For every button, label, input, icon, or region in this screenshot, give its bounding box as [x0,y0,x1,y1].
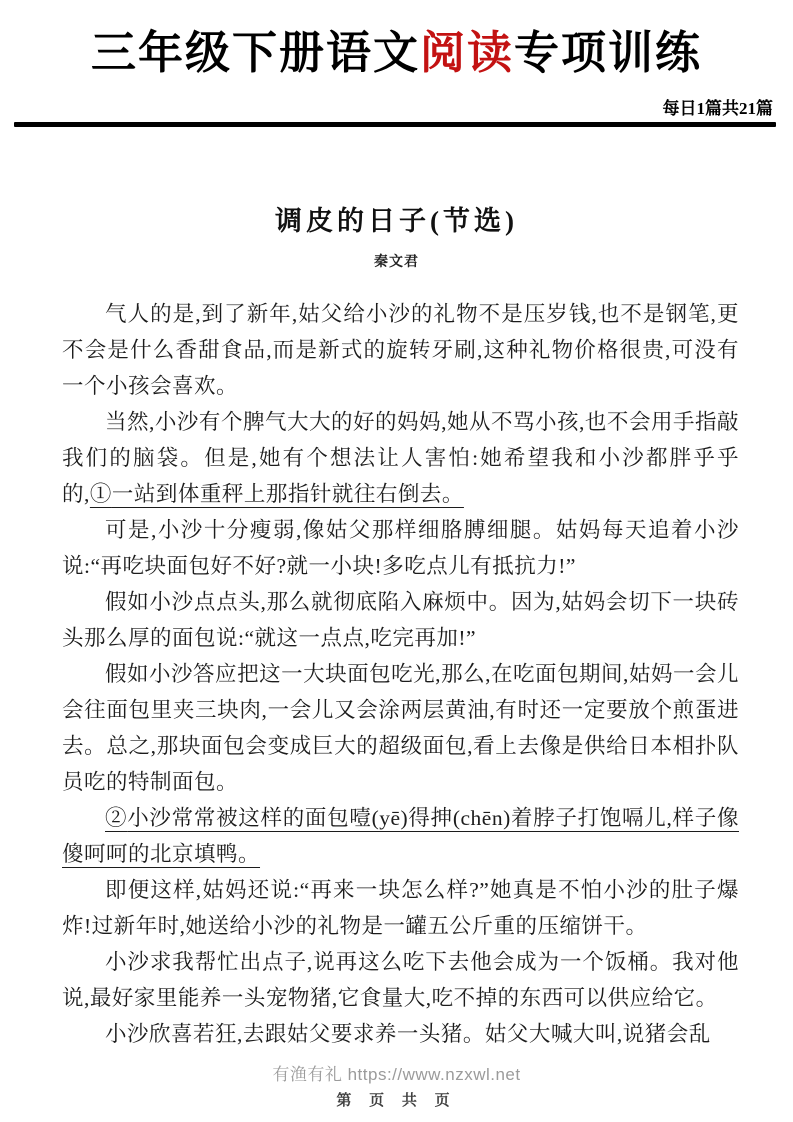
underlined-sentence-2 [62,806,739,866]
article [0,199,793,1052]
paragraph-text: 气人的是,到了新年,姑父给小沙的礼物不是压岁钱,也不是钢笔,更不会是什么香甜食品,而是新式的旋转牙刷,这种礼物价格很贵,可没有一个小孩会喜欢。 [62,302,739,398]
paragraph [62,584,739,656]
paragraph-text: 假如小沙答应把这一大块面包吃光,那么,在吃面包期间,姑妈一会儿会往面包里夹三块肉,一会儿又会涂两层黄油,有时还一定要放个煎蛋进去。总之,那块面包会变成巨大的超级面包,看上去像是供给日本相扑队员吃的特制面包。 [62,662,739,794]
circled-number-marker: ② [105,806,128,830]
article-author: 秦文君 [374,255,419,270]
paragraph-underlined-text: 小沙常常被这样的面包噎(yē)得抻(chēn)着脖子打饱嗝儿,样子像傻呵呵的北京填鸭。 [62,806,739,866]
paragraph [62,296,739,404]
paragraph [62,872,739,944]
article-title: 调皮的日子(节选) [275,206,518,236]
paragraph-text: 可是,小沙十分瘦弱,像姑父那样细胳膊细腿。姑妈每天追着小沙说:“再吃块面包好不好?就一小块!多吃点儿有抵抗力!” [62,518,739,578]
paragraph [62,404,739,512]
paragraph-text: 假如小沙点点头,那么就彻底陷入麻烦中。因为,姑妈会切下一块砖头那么厚的面包说:“就这一点点,吃完再加!” [62,590,739,650]
paragraph [62,1016,739,1052]
page-title-part-2: 专项训练 [514,27,703,78]
page-title-part-1: 三年级下册语文 [90,27,420,78]
paragraph-text: 小沙求我帮忙出点子,说再这么吃下去他会成为一个饭桶。我对他说,最好家里能养一头宠物猪,它食量大,吃不掉的东西可以供应给它。 [62,950,739,1010]
page-header [0,0,793,127]
paragraph [62,656,739,800]
footer-page-info: 第 页 共 页 [336,1093,457,1109]
header-subtitle: 每日1篇共21篇 [662,99,773,118]
paragraph-text: 当然,小沙有个脾气大大的好的妈妈,她从不骂小孩,也不会用手指敲我们的脑袋。但是,她有个想法让人害怕:她希望我和小沙都胖乎乎的, [62,410,739,506]
paragraph [62,512,739,584]
page-title-accent: 阅读 [419,27,514,78]
paragraph-text: 小沙欣喜若狂,去跟姑父要求养一头猪。姑父大喊大叫,说猪会乱 [105,1022,711,1046]
paragraph-text: 即便这样,姑妈还说:“再来一块怎么样?”她真是不怕小沙的肚子爆炸!过新年时,她送给小沙的礼物是一罐五公斤重的压缩饼干。 [62,878,739,938]
footer-site-url: 有渔有礼 https://www.nzxwl.net [272,1065,521,1084]
underlined-sentence-1 [90,482,464,506]
page-footer [0,1060,793,1110]
paragraph-underlined-text: 一站到体重秤上那指针就往右倒去。 [111,482,464,506]
paragraph [62,800,739,872]
header-divider [14,122,776,127]
article-body [62,296,739,1052]
circled-number-marker: ① [89,482,112,506]
page-title [0,24,793,82]
paragraph [62,944,739,1016]
